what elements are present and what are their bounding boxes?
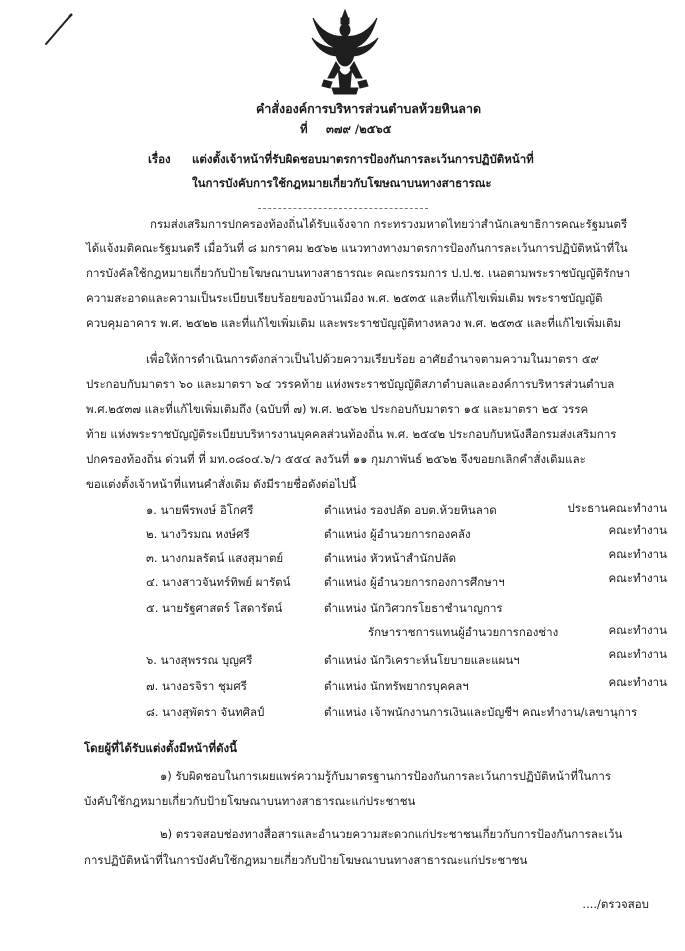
member-role: ตำแหน่ง นักวิเคราะห์นโยบายและแผนฯ bbox=[324, 653, 520, 667]
member-duty: คณะทำงาน bbox=[608, 547, 667, 561]
member-duty: คณะทำงาน bbox=[608, 571, 667, 585]
pen-stroke-mark bbox=[44, 12, 74, 46]
subject-line-1: แต่งตั้งเจ้าหน้าที่รับผิดชอบมาตรการป้องกันการละเว้นการปฏิบัติหน้าที่ bbox=[192, 152, 534, 166]
member-role: ตำแหน่ง ผู้อำนวยการกองคลัง bbox=[324, 527, 471, 541]
subject-line-2: ในการบังคับการใช้กฎหมายเกี่ยวกับโฆษณาบนทางสาธารณะ bbox=[192, 176, 492, 190]
member-name: ๖. นางสุพรรณ บุญศรี bbox=[146, 653, 253, 667]
member-name: ๒. นางวิรมณ หงษ์ศรี bbox=[146, 527, 250, 541]
paragraph-1-line: การบังคัลใช้กฎหมายเกี่ยวกับป้ายโฆษณาบนทางสาธารณะ คณะกรรมการ ป.ป.ช. เนอตามพระราชบัญญัติรักษา bbox=[86, 266, 631, 280]
duties-heading: โดยผู้ที่ได้รับแต่งตั้งมีหน้าที่ดังนี้ bbox=[84, 741, 238, 755]
order-number: ๓๗๙ /๒๕๖๕ bbox=[326, 122, 392, 136]
member-role: ตำแหน่ง ผู้อำนวยการกองการศึกษาฯ bbox=[324, 575, 505, 589]
order-number-label: ที่ bbox=[300, 122, 308, 136]
member-duty: คณะทำงาน bbox=[608, 523, 667, 537]
member-role: รักษาราชการแทนผู้อำนวยการกองช่าง bbox=[368, 625, 559, 639]
paragraph-2-line: ปกครองท้องถิ่น ด่วนที่ ที่ มท.๐๘๐๔.๖/ว ๕๕๔ ลงวันที่ ๑๑ กุมภาพันธ์ ๒๕๖๒ จึงขอยกเลิกคำสั่งเดิมและ bbox=[86, 452, 586, 466]
member-name: ๓. นางกมลรัตน์ แสงสุมาตย์ bbox=[146, 551, 284, 565]
order-title: คำสั่งองค์การบริหารส่วนตำบลห้วยหินลาด bbox=[256, 101, 482, 116]
duty-item-1-line-1: ๑) รับผิดชอบในการเผยแพร่ความรู้กับมาตรฐานการป้องกันการละเว้นการปฏิบัติหน้าที่ในการ bbox=[160, 769, 612, 783]
paragraph-1-line: ความสะอาดและความเป็นระเบียบเรียบร้อยของบ้านเมือง พ.ศ. ๒๕๓๕ และที่แก้ไขเพิ่มเติม พระราชบัญญัติ bbox=[86, 291, 603, 305]
member-role: ตำแหน่ง เจ้าพนักงานการเงินและบัญชีฯ คณะทำงาน/เลขานุการ bbox=[324, 705, 638, 719]
paragraph-2-line: พ.ศ.๒๕๓๗ และที่แก้ไขเพิ่มเติมถึง (ฉบับที่ ๗) พ.ศ. ๒๕๖๒ ประกอบกับมาตรา ๑๕ และมาตรา ๒๕ วรรค bbox=[86, 402, 589, 416]
member-duty: คณะทำงาน bbox=[608, 675, 667, 689]
member-role: ตำแหน่ง หัวหน้าสำนักปลัด bbox=[324, 551, 457, 565]
member-role: ตำแหน่ง นักวิศวกรโยธาชำนาญการ bbox=[324, 601, 503, 615]
member-role: ตำแหน่ง นักทรัพยากรบุคคลฯ bbox=[324, 679, 469, 693]
member-name: ๑. นายพีรพงษ์ อิโกศรี bbox=[146, 503, 254, 517]
header-separator bbox=[258, 208, 428, 209]
member-duty: คณะทำงาน bbox=[608, 623, 667, 637]
member-name: ๔. นางสาวจันทร์ทิพย์ ผารัตน์ bbox=[146, 575, 291, 589]
continuation-note: ..../ตรวจสอบ bbox=[582, 897, 649, 911]
paragraph-2-line: เพื่อให้การดำเนินการดังกล่าวเป็นไปด้วยความเรียบร้อย อาศัยอำนาจตามความในมาตรา ๕๙ bbox=[146, 352, 599, 366]
paragraph-1-line: กรมส่งเสริมการปกครองท้องถิ่นได้รับแจ้งจาก กระทรวงมหาดไทยว่าสำนักเลขาธิการคณะรัฐมนตรี bbox=[150, 217, 628, 231]
paragraph-2-line: ท้าย แห่งพระราชบัญญัติระเบียบบริหารงานบุคคลส่วนท้องถิ่น พ.ศ. ๒๕๔๒ ประกอบกับหนังสือกรมส่งเสริมการ bbox=[86, 427, 617, 441]
member-name: ๕. นายรัฐศาสตร์ โสดารัตน์ bbox=[146, 601, 283, 615]
member-role: ตำแหน่ง รองปลัด อบต.ห้วยหินลาด bbox=[324, 503, 497, 517]
member-duty: คณะทำงาน bbox=[608, 647, 667, 661]
duty-item-1-line-2: บังคับใช้กฎหมายเกี่ยวกับป้ายโฆษณาบนทางสาธารณะแก่ประชาชน bbox=[84, 794, 416, 808]
paragraph-1-line: ควบคุมอาคาร พ.ศ. ๒๕๒๒ และที่แก้ไขเพิ่มเติม และพระราชบัญญัติทางหลวง พ.ศ. ๒๕๓๕ และที่แก้ไขเพิ่มเติม bbox=[86, 316, 622, 330]
member-name: ๗. นางอรจิรา ชุมศรี bbox=[146, 679, 247, 693]
subject-label: เรื่อง bbox=[148, 152, 171, 166]
garuda-emblem-icon bbox=[310, 8, 380, 96]
duty-item-2-line-2: การปฏิบัติหน้าที่ในการบังคับใช้กฎหมายเกี่ยวกับป้ายโฆษณาบนทางสาธารณะแก่ประชาชน bbox=[84, 853, 528, 867]
member-duty: ประธานคณะทำงาน bbox=[567, 501, 667, 515]
paragraph-2-line: ขอแต่งตั้งเจ้าหน้าที่แทนคำสั่งเดิม ดังมีรายชื่อดังต่อไปนี้ bbox=[86, 477, 357, 491]
paragraph-1-line: ได้แจ้งมติคณะรัฐมนตรี เมื่อวันที่ ๘ มกราคม ๒๕๖๒ แนวทางทางมาตรการป้องกันการละเว้นการปฏิบัติหน้าที่ใน bbox=[86, 241, 628, 255]
member-name: ๘. นางสุพัตรา จันทศิลป์ bbox=[146, 705, 265, 719]
paragraph-2-line: ประกอบกับมาตรา ๖๐ และมาตรา ๖๔ วรรคท้าย แห่งพระราชบัญญัติสภาตำบลและองค์การบริหารส่วนตำบล bbox=[86, 377, 615, 391]
duty-item-2-line-1: ๒) ตรวจสอบช่องทางสื่อสารและอำนวยความสะดวกแก่ประชาชนเกี่ยวกับการป้องกันการละเว้น bbox=[160, 827, 623, 841]
